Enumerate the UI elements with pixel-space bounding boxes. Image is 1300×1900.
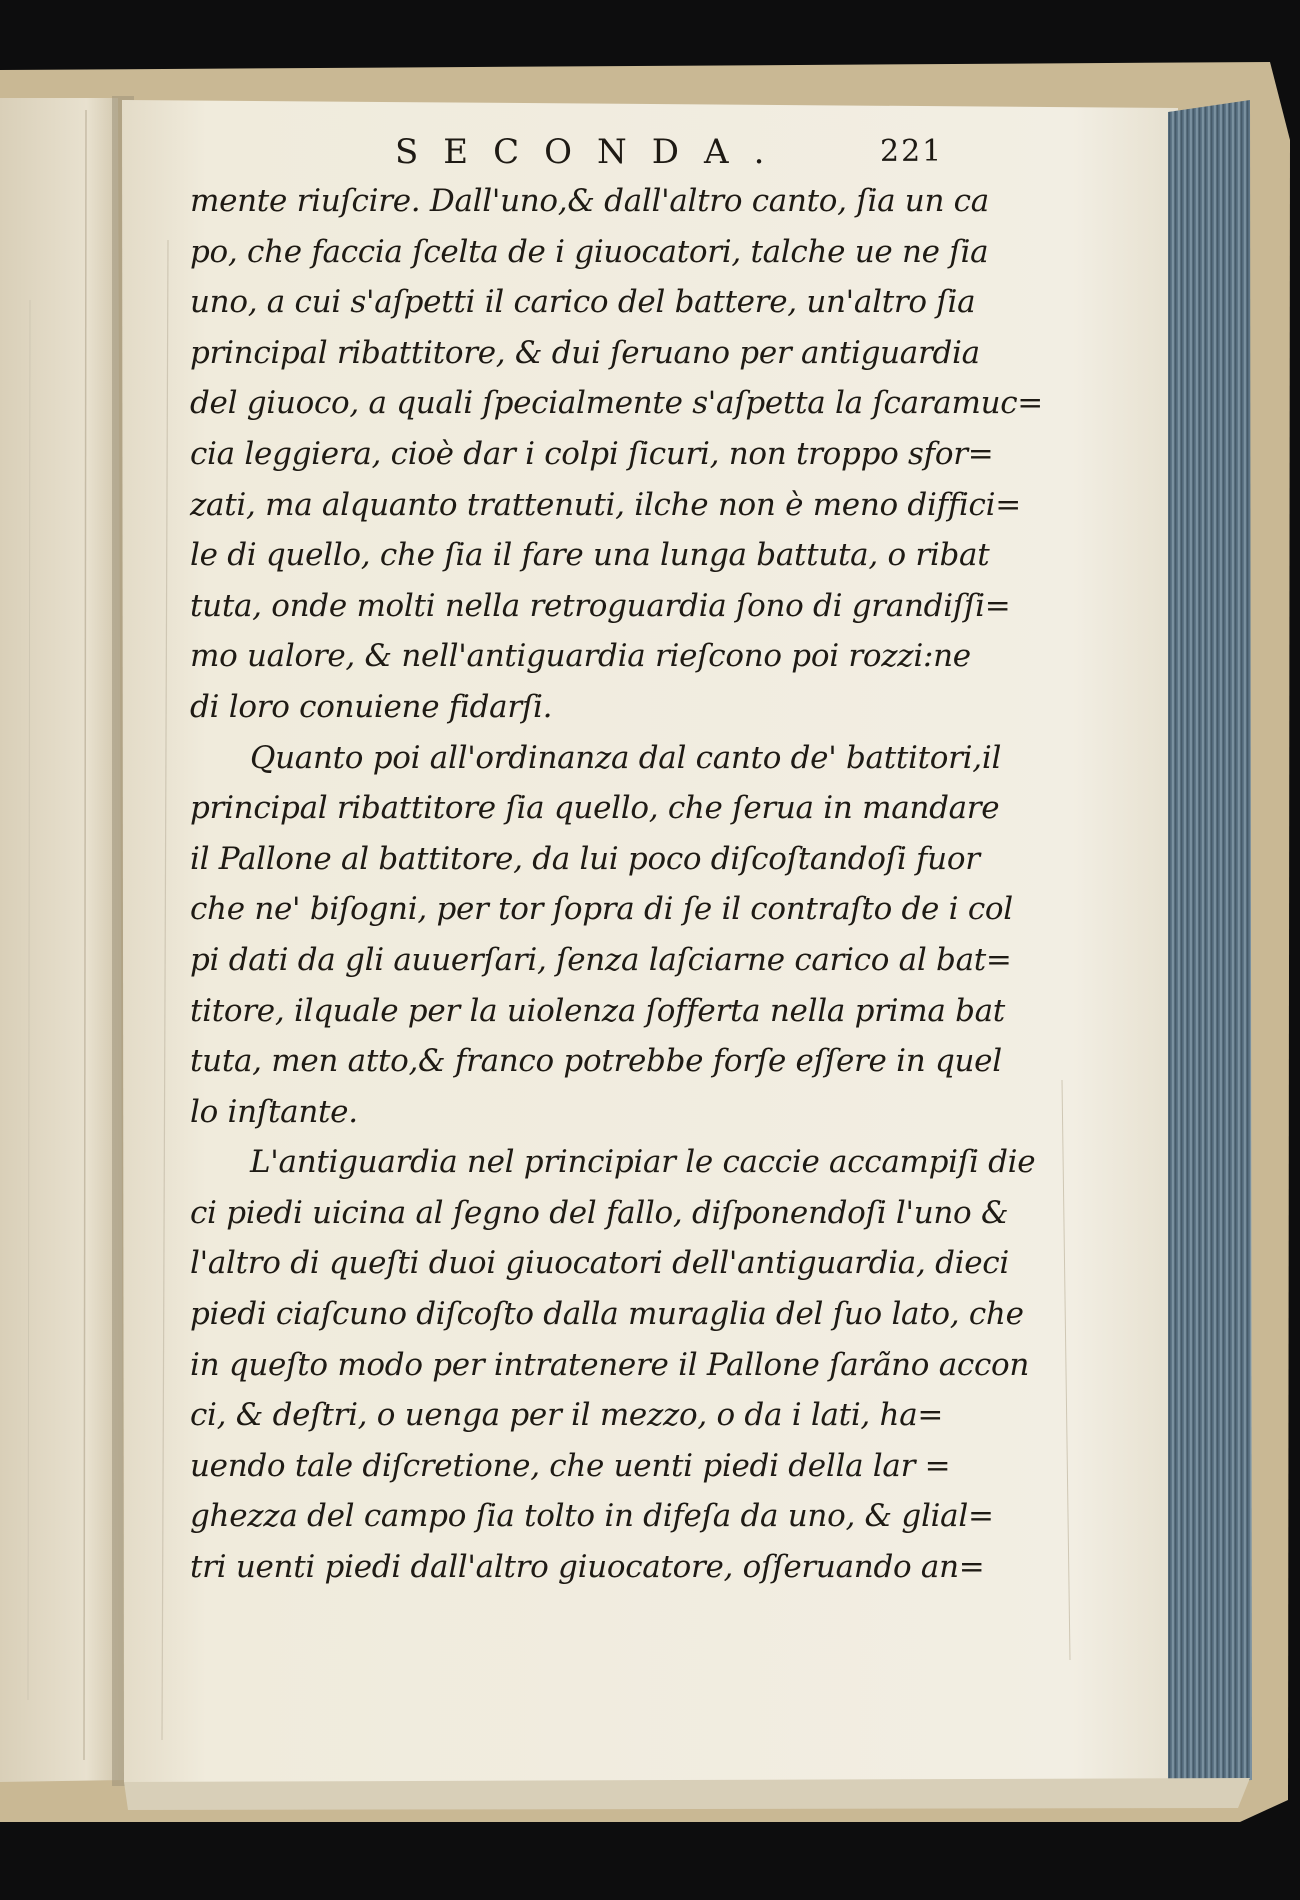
- fore-edge: [1168, 100, 1252, 1784]
- text-line: tuta, onde molti nella retroguardia ſono di grandiſſi=: [190, 587, 1011, 624]
- running-head: [190, 126, 1020, 178]
- text-line: cia leggiera, cioè dar i colpi ſicuri, non troppo sfor=: [190, 435, 994, 472]
- text-line: principal ribattitore, & dui ſeruano per antiguardia: [190, 334, 980, 371]
- text-line: L'antiguardia nel principiar le caccie accampiſi die: [250, 1144, 1036, 1181]
- left-page: [0, 98, 124, 1782]
- text-line: ci piedi uicina al ſegno del fallo, diſponendoſi l'uno &: [190, 1194, 1009, 1231]
- text-line: di loro conuiene fidarſi.: [190, 688, 553, 725]
- text-line: Quanto poi all'ordinanza dal canto de' battitori,il: [250, 739, 1002, 776]
- text-line: titore, ilquale per la uiolenza ſofferta nella prima bat: [190, 992, 1005, 1029]
- text-line: il Pallone al battitore, da lui poco diſcoſtandoſi fuor: [190, 840, 980, 877]
- text-line: tri uenti piedi dall'altro giuocatore, oſſeruando an=: [190, 1549, 985, 1586]
- text-line: le di quello, che ſia il fare una lunga battuta, o ribat: [190, 537, 990, 574]
- page-number: 221: [880, 134, 944, 169]
- running-title: SECONDA.: [395, 132, 790, 172]
- text-line: principal ribattitore ſia quello, che ſerua in mandare: [190, 790, 1000, 827]
- text-line: in queſto modo per intratenere il Pallone ſarãno accon: [190, 1346, 1030, 1383]
- text-line: tuta, men atto,& franco potrebbe forſe eſſere in quel: [190, 1043, 1002, 1080]
- paragraph-2: [190, 733, 1020, 1138]
- text-line: piedi ciaſcuno diſcoſto dalla muraglia del ſuo lato, che: [190, 1296, 1024, 1333]
- text-line: ci, & deſtri, o uenga per il mezzo, o da i lati, ha=: [190, 1397, 944, 1434]
- text-line: del giuoco, a quali ſpecialmente s'aſpetta la ſcaramuc=: [190, 385, 1043, 422]
- text-line: zati, ma alquanto trattenuti, ilche non è meno diffici=: [190, 486, 1021, 523]
- page-stack-bottom: [124, 1778, 1250, 1810]
- page-text: [190, 126, 1043, 1593]
- text-line: uendo tale diſcretione, che uenti piedi della lar =: [190, 1447, 951, 1484]
- text-line: po, che faccia ſcelta de i giuocatori, talche ue ne ſia: [190, 233, 989, 270]
- paragraph-1: [190, 176, 1043, 733]
- text-line: mente riuſcire. Dall'uno,& dall'altro canto, ſia un ca: [190, 183, 989, 219]
- text-line: lo inſtante.: [190, 1093, 358, 1130]
- text-line: uno, a cui s'aſpetti il carico del battere, un'altro ſia: [190, 284, 976, 321]
- text-line: che ne' biſogni, per tor ſopra di ſe il contraſto de i col: [190, 891, 1013, 928]
- paragraph-3: [190, 1137, 1036, 1592]
- text-line: pi dati da gli auuerſari, ſenza laſciarne carico al bat=: [190, 941, 1012, 978]
- text-line: mo ualore, & nell'antiguardia rieſcono poi rozzi:ne: [190, 638, 971, 675]
- text-line: l'altro di queſti duoi giuocatori dell'antiguardia, dieci: [190, 1245, 1009, 1282]
- text-line: ghezza del campo ſia tolto in difeſa da uno, & glial=: [190, 1498, 994, 1535]
